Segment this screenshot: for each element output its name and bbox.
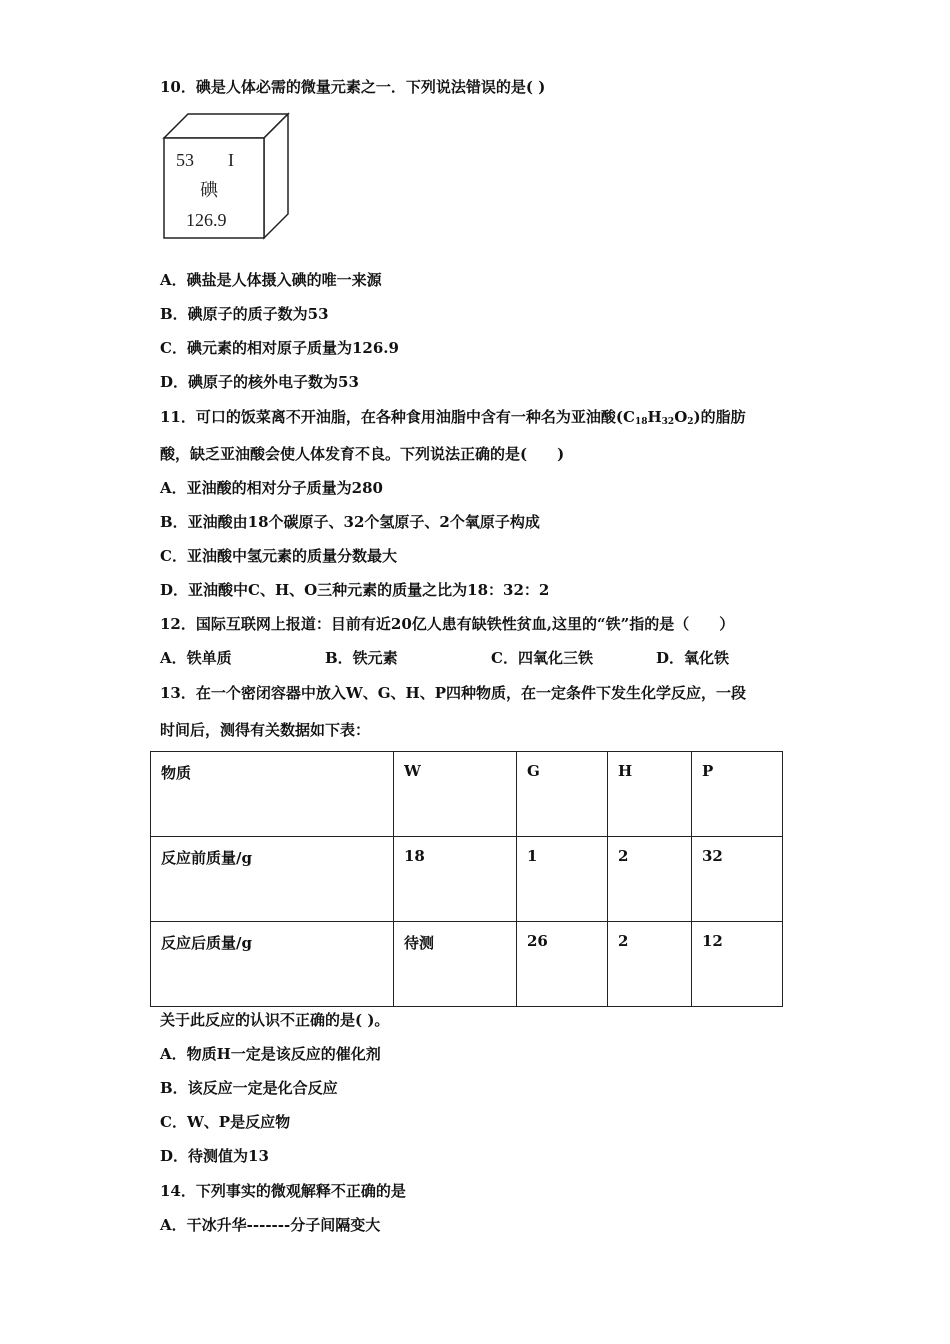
table-cell: H (608, 752, 692, 837)
q11-stem-line1 (160, 407, 746, 432)
tile-atomic-mass: 126.9 (186, 210, 227, 230)
element-tile-iodine (160, 110, 292, 242)
q13-stem-line1: 13．在一个密闭容器中放入W、G、H、P四种物质，在一定条件下发生化学反应，一段 (160, 684, 746, 702)
q10-option-b: B．碘原子的质子数为53 (160, 305, 329, 323)
table-cell: 26 (517, 922, 608, 1007)
q14-stem: 14．下列事实的微观解释不正确的是 (160, 1182, 406, 1200)
table-cell: 1 (517, 837, 608, 922)
q12-option-a: A．铁单质 (160, 649, 232, 667)
table-row (151, 922, 783, 1007)
q11-stem-line2: 酸，缺乏亚油酸会使人体发育不良。下列说法正确的是( ) (160, 445, 565, 463)
table-cell: G (517, 752, 608, 837)
q13-option-b: B．该反应一定是化合反应 (160, 1079, 338, 1097)
table-cell: 待测 (394, 922, 517, 1007)
table-cell: P (692, 752, 783, 837)
q13-option-a: A．物质H一定是该反应的催化剂 (160, 1045, 381, 1063)
reaction-data-table (150, 751, 783, 1007)
table-cell: 2 (608, 922, 692, 1007)
table-header-row (151, 752, 783, 837)
table-cell: 12 (692, 922, 783, 1007)
q10-option-d: D．碘原子的核外电子数为53 (160, 373, 359, 391)
linoleic-acid-formula: $C_{18}H_{32}O_2$ (622, 408, 694, 427)
table-cell: 反应后质量/g (151, 922, 394, 1007)
q10-option-c: C．碘元素的相对原子质量为126.9 (160, 339, 399, 357)
table-cell: 反应前质量/g (151, 837, 394, 922)
table-cell: 2 (608, 837, 692, 922)
q12-stem: 12．国际互联网上报道：目前有近20亿人患有缺铁性贫血,这里的“铁”指的是（ ） (160, 615, 735, 633)
q10-stem: 10．碘是人体必需的微量元素之一．下列说法错误的是( ) (160, 78, 546, 96)
q13-stem-line2: 时间后，测得有关数据如下表： (160, 721, 371, 739)
q11-option-d: D．亚油酸中C、H、O三种元素的质量之比为18：32：2 (160, 581, 550, 599)
q12-option-d: D．氧化铁 (656, 649, 730, 667)
q11-option-c: C．亚油酸中氢元素的质量分数最大 (160, 547, 397, 565)
q14-option-a: A．干冰升华-------分子间隔变大 (160, 1216, 381, 1234)
table-cell: 32 (692, 837, 783, 922)
q10-option-a: A．碘盐是人体摄入碘的唯一来源 (160, 271, 382, 289)
tile-element-name: 碘 (200, 180, 218, 200)
table-row (151, 837, 783, 922)
q11-option-b: B．亚油酸由18个碳原子、32个氢原子、2个氧原子构成 (160, 513, 540, 531)
q13-option-c: C．W、P是反应物 (160, 1113, 291, 1131)
q12-option-c: C．四氧化三铁 (491, 649, 593, 667)
table-cell: 18 (394, 837, 517, 922)
tile-symbol: I (228, 150, 234, 170)
q12-option-b: B．铁元素 (325, 649, 398, 667)
table-cell: W (394, 752, 517, 837)
q13-option-d: D．待测值为13 (160, 1147, 269, 1165)
tile-atomic-number: 53 (176, 150, 194, 170)
q11-option-a: A．亚油酸的相对分子质量为280 (160, 479, 383, 497)
q11-stem-part2: )的脂肪 (693, 408, 746, 426)
q11-stem-part1: 11．可口的饭菜离不开油脂，在各种食用油脂中含有一种名为亚油酸( (160, 408, 623, 426)
q13-question: 关于此反应的认识不正确的是( )。 (160, 1011, 390, 1029)
table-cell: 物质 (151, 752, 394, 837)
